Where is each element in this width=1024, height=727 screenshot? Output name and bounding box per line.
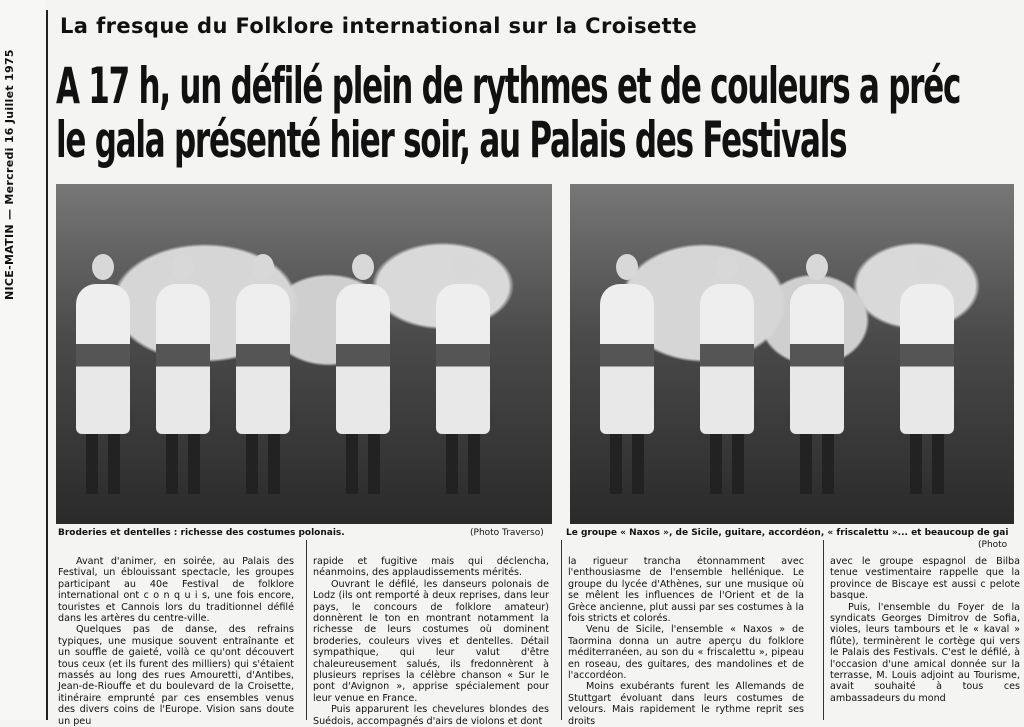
article-column-1 [58, 556, 294, 727]
dancer-figure [236, 254, 290, 494]
article-column-2 [313, 556, 549, 727]
accordion-player-figure [790, 254, 844, 494]
photo-caption-right: Le groupe « Naxos », de Sicile, guitare, accordéon, « friscalettu »... et beaucoup de gai [566, 528, 1009, 538]
article-kicker: La fresque du Folklore international sur la Croisette [60, 14, 698, 38]
column-rule [823, 540, 824, 720]
dancer-figure [336, 254, 390, 494]
column-rule [561, 540, 562, 720]
musician-figure [700, 254, 754, 494]
paragraph: Ouvrant le défilé, les danseurs polonais de Lodz (ils ont remporté à deux reprises, dans leur pays, le concours de folklore amateur) donnèrent le ton en montrant notamment la richesse de leurs costumes où dominent broderies, couleurs vives et dentelles. Détail sympathique, qui leur valut d'être chaleureusement salués, ils fredonnèrent à plusieurs reprises la célèbre chanson « Sur le pont d'Avignon », apprise spécialement pour leur venue en France. [313, 578, 549, 704]
paragraph: Quelques pas de danse, des refrains typiques, une musique souvent entraînante et un souffle de gaieté, voilà ce qu'ont découvert tous ceux (et ils furent des milliers) qui s'étaient massés au long des rues Amouretti, d'Antibes, Jean-de-Riouffe et du boulevard de la Croisette, itinéraire emprunté par ces ensembles venus des divers coins de l'Europe. Vision sans doute un peu [58, 624, 294, 727]
paragraph: Puis, l'ensemble du Foyer de la syndicats Georges Dimitrov de Sofia, violes, leurs tambours et le « kaval » flûte), terminèrent le cortège qui vers le Palais des Festivals. C'est le défilé, à l'occasion d'une amical donnée sur la terrasse, M. Louis adjoint au Tourisme, avait souhaité à tous ces ambassadeurs du mond [830, 601, 1020, 704]
page-margin [0, 0, 46, 720]
dancer-figure [156, 254, 210, 494]
photo-credit-right: (Photo [978, 540, 1008, 550]
column-rule [46, 10, 48, 720]
paragraph: avec le groupe espagnol de Bilba tenue vestimentaire rappelle que la province de Biscaye est aussi c pelote basque. [830, 556, 1020, 602]
dancer-figure [76, 254, 130, 494]
photo-polish-dancers [56, 184, 552, 524]
paragraph: Avant d'animer, en soirée, au Palais des Festival, un éblouissant spectacle, les groupes participant au 40e Festival de folklore international ont c o n q u i s, une fois encore, touristes et Cannois lors du traditionnel défilé dans les artères du centre-ville. [58, 556, 294, 625]
dancer-figure [436, 254, 490, 494]
paragraph: rapide et fugitive mais qui déclencha, néanmoins, des applaudissements mérités. [313, 556, 549, 579]
paragraph: la rigueur trancha étonnamment avec l'enthousiasme de l'ensemble hellénique. Le groupe du lycée d'Athènes, sur une musique où se mêlent les influences de l'Orient et de la Grèce ancienne, plut aussi par ses costumes à la fois stricts et colorés. [568, 556, 804, 625]
paragraph: Venu de Sicile, l'ensemble « Naxos » de Taormina donna un autre aperçu du folklore méditerranéen, au son du « friscalettu », pipeau en roseau, des guitares, des mandolines et de l'accordéon. [568, 624, 804, 682]
photo-naxos-musicians [570, 184, 1014, 524]
headline-line-2: le gala présenté hier soir, au Palais des Festivals [56, 111, 847, 169]
column-rule [306, 540, 307, 720]
guitar-player-figure [900, 254, 954, 494]
musician-figure [600, 254, 654, 494]
article-column-3 [568, 556, 804, 727]
newspaper-dateline: NICE-MATIN — Mercredi 16 Juillet 1975 [3, 49, 16, 300]
paragraph: Puis apparurent les chevelures blondes des Suédois, accompagnés d'airs de violons et dont [313, 704, 549, 727]
article-column-4 [830, 556, 1020, 704]
photo-credit-left: (Photo Traverso) [470, 528, 544, 538]
photo-caption-left: Broderies et dentelles : richesse des costumes polonais. [58, 528, 345, 538]
headline-line-1: A 17 h, un défilé plein de rythmes et de couleurs a préc [56, 57, 961, 115]
paragraph: Moins exubérants furent les Allemands de Stuttgart évoluant dans leurs costumes de velours. Mais rapidement le rythme reprit ses droits [568, 681, 804, 727]
